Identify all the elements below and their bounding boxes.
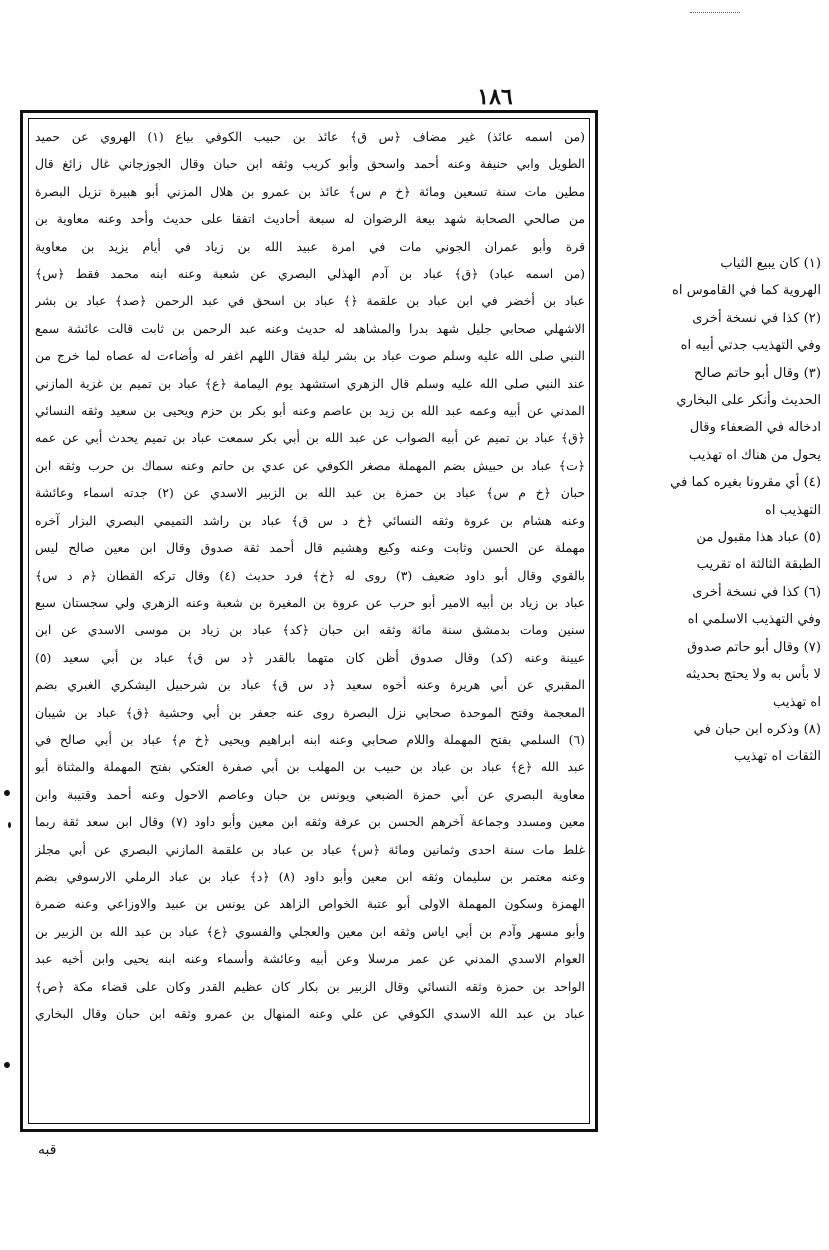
side-note-line: (٨) وذكره ابن حبان في xyxy=(693,721,821,737)
text-line: المعجمة وفتح الموحدة صحابي نزل البصرة روى عنه جعفر بن أبي وحشية ﴿ق﴾ عباد بن شيبان xyxy=(35,704,585,720)
main-text-frame xyxy=(20,110,598,1132)
text-line: (من اسمه عباد) ﴿ق﴾ عباد بن آدم الهذلي البصري عن شعبة وعنه ابنه محمد فقط ﴿س﴾ xyxy=(35,266,585,282)
side-note-line: التهذيب اه xyxy=(764,502,821,518)
text-line: الاشهلي صحابي جليل شهد بدرا والمشاهد له حديث وعنه عبد الرحمن بن ثابت قالت عائشة سمع xyxy=(35,320,585,336)
text-line: وعنه هشام بن عروة وثقه النسائي ﴿خ د س ق﴾ عباد بن راشد التميمي البصري البزار آخره xyxy=(35,512,585,528)
text-line: عباد بن عبد الله الاسدي الكوفي عن علي وعنه المنهال بن عمرو وثقه ابن حبان وقال البخاري xyxy=(35,1006,585,1021)
side-note-line: وفي التهذيب جدتي أبيه اه xyxy=(680,338,821,354)
text-line: عند النبي صلى الله عليه وسلم قال الزهري استشهد يوم اليمامة ﴿ع﴾ عباد بن تميم بن غزية المازني xyxy=(35,375,585,391)
side-note-line: الحديث وأنكر على البخاري xyxy=(676,393,821,409)
text-line: ﴿ت﴾ عباد بن حبيش بضم المهملة مصغر الكوفي عن عدي بن حاتم وعنه سماك بن حرب وثقه ابن xyxy=(35,457,585,473)
side-note-line: الطبقة الثالثة اه تقريب xyxy=(696,557,821,573)
text-line: المدني عن أبيه وعمه عبد الله بن زيد بن عاصم وعنه أبو بكر بن حزم ويحيى بن سعيد وثقه النسائي xyxy=(35,403,585,419)
text-line: الطويل وابي حنيفة وعنه أحمد واسحق وأبو كريب وثقه ابن حبان وقال الجوزجاني غال زائغ قال xyxy=(35,156,585,172)
text-line: مهملة عن الحسن وثابت وعنه وكيع وهشيم قال أحمد ثقة صدوق وقال ابن معين صالح ليس xyxy=(35,540,585,556)
side-note-line: الهروية كما في القاموس اه xyxy=(671,283,821,299)
text-line: الهمزة وسكون المهملة الاولى أبو عتبة الخواص الزاهد عن يونس بن عبيد والاوزاعي وعنه ضمرة xyxy=(35,896,585,912)
top-corner-mark xyxy=(690,0,740,13)
text-line: (من اسمه عائذ) غير مضاف ﴿س ق﴾ عائذ بن حبيب الكوفي بياع (١) الهروي عن حميد xyxy=(35,129,585,144)
text-line: معاوية البصري عن أبي حمزة الضبعي ويونس بن حبان وعاصم الاحول وعنه أحمد وقتيبة وابن xyxy=(35,786,585,802)
side-note-line: (٢) كذا في نسخة أخرى xyxy=(692,310,821,326)
text-line: من صالحي الصحابة شهد بيعة الرضوان له سبعة أحاديث اتفقا على حديث وأحد وعنه معاوية بن xyxy=(35,211,585,227)
text-line: بالقوي وقال أبو داود ضعيف (٣) روى له ﴿خ﴾ فرد حديث (٤) وقال تركه القطان ﴿م د س﴾ xyxy=(35,567,585,583)
text-line: النبي صلى الله عليه وسلم صوت عباد بن بشر ليلة فقال اللهم اغفر له وأضاءت له عصاه لما خرج من xyxy=(35,348,585,364)
text-line: ﴿ق﴾ عباد بن تميم عن أبيه الصواب عن عبد الله بن أبي بكر سمعت عباد بن تميم يحدث أبي عن عمه xyxy=(35,430,585,446)
text-line: عباد بن أخضر في ابن عباد بن علقمة ﴿﴾ عباد بن اسحق في عبد الرحمن ﴿صد﴾ عباد بن بشر xyxy=(35,293,585,309)
side-note-line: (٤) أي مقرونا بغيره كما في xyxy=(670,475,821,491)
text-line: المقبري عن أبي هريرة وعنه أخوه سعيد ﴿د س ق﴾ عباد بن شرحبيل اليشكري الغبري بضم xyxy=(35,677,585,693)
side-note-line: (٦) كذا في نسخة أخرى xyxy=(692,584,821,600)
text-line: وعنه معتمر بن سليمان وثقه ابن معين وأبو داود (٨) ﴿د﴾ عباد بن عباد الرملي الارسوفي بضم xyxy=(35,868,585,884)
text-line: عيينة وعنه (كد) وقال صدوق أظن كان متهما بالقدر ﴿د س ق﴾ عباد بن أبي سعيد (٥) xyxy=(35,649,585,665)
text-line: العوام الاسدي المدني عن عمر مرسلا وعن أبيه وعائشة وأسماء وعنه ابنه يحيى وابن أخيه عبد xyxy=(35,951,585,967)
margin-bullet-icon xyxy=(8,822,11,828)
text-line: معين ومسدد وجماعة آخرهم الحسن بن عرفة وثقه ابن معين وأبو داود (٧) وقال ابن سعد ثقة ربما xyxy=(35,814,585,830)
side-note-line: الثقات اه تهذيب xyxy=(733,749,821,765)
text-line: سنين ومات بدمشق سنة مائة وثقه ابن حبان ﴿كد﴾ عباد بن زياد بن موسى الاسدي عن ابن xyxy=(35,622,585,638)
side-note-line: (٥) عباد هذا مقبول من xyxy=(696,530,821,546)
text-line: (٦) السلمي بفتح المهملة واللام صحابي وعنه ابنه ابراهيم ويحيى ﴿خ م﴾ عباد بن أبي صالح في xyxy=(35,731,585,747)
text-line: قرة وأبو عمران الجوني مات في امرة عبيد الله بن زياد في أيام يزيد بن معاوية xyxy=(35,238,585,254)
text-line: غلط مات سنة احدى وثمانين ومائة ﴿س﴾ عباد بن عباد بن علقمة المازني البصري عن أبي مجلز xyxy=(35,841,585,857)
text-line: حبان ﴿خ م س﴾ عباد بن حمزة بن عبد الله بن الزبير الاسدي عن (٢) جدته اسماء وعائشة xyxy=(35,485,585,501)
margin-bullet-icon xyxy=(4,1062,10,1068)
margin-bullet-icon xyxy=(4,790,10,796)
side-note-line: ادخاله في الضعفاء وقال xyxy=(689,420,821,436)
text-line: الواحد بن حمزة وثقه النسائي وقال الزبير بن بكار كان عظيم القدر وكان على قضاء مكة ﴿ص﴾ xyxy=(35,978,585,994)
main-text-block xyxy=(35,123,585,1121)
side-note-line: اه تهذيب xyxy=(772,694,821,710)
text-line: عباد بن زياد بن أبيه الامير أبو حرب عن عروة بن المغيرة بن شعبة وعنه الزهري ولي سجستان سبع xyxy=(35,594,585,610)
text-line: مطين مات سنة تسعين ومائة ﴿خ م س﴾ عائذ بن عمرو بن هلال المزني أبو هبيرة نزيل البصرة xyxy=(35,183,585,199)
side-notes xyxy=(606,250,821,771)
side-note-line: (١) كان يبيع الثياب xyxy=(720,256,821,271)
side-note-line: (٧) وقال أبو حاتم صدوق xyxy=(687,639,821,655)
side-note-line: يحول من هناك اه تهذيب xyxy=(688,447,821,463)
text-line: عبد الله ﴿ع﴾ عباد بن عباد بن حبيب بن المهلب بن أبي صفرة العتكي بفتح المهملة والمثناة أبو xyxy=(35,759,585,775)
catchword: قبه xyxy=(38,1142,57,1158)
side-note-line: (٣) وقال أبو حاتم صالح xyxy=(694,365,821,381)
side-note-line: وفي التهذيب الاسلمي اه xyxy=(687,612,821,628)
page-number: ١٨٦ xyxy=(477,84,513,110)
text-line: وأبو مسهر وآدم بن أبي اياس وثقه ابن معين والعجلي والفسوي ﴿ع﴾ عباد بن عبد الله بن الزبير بن xyxy=(35,923,585,939)
side-note-line: لا بأس به ولا يحتج بحديثه xyxy=(685,667,821,683)
